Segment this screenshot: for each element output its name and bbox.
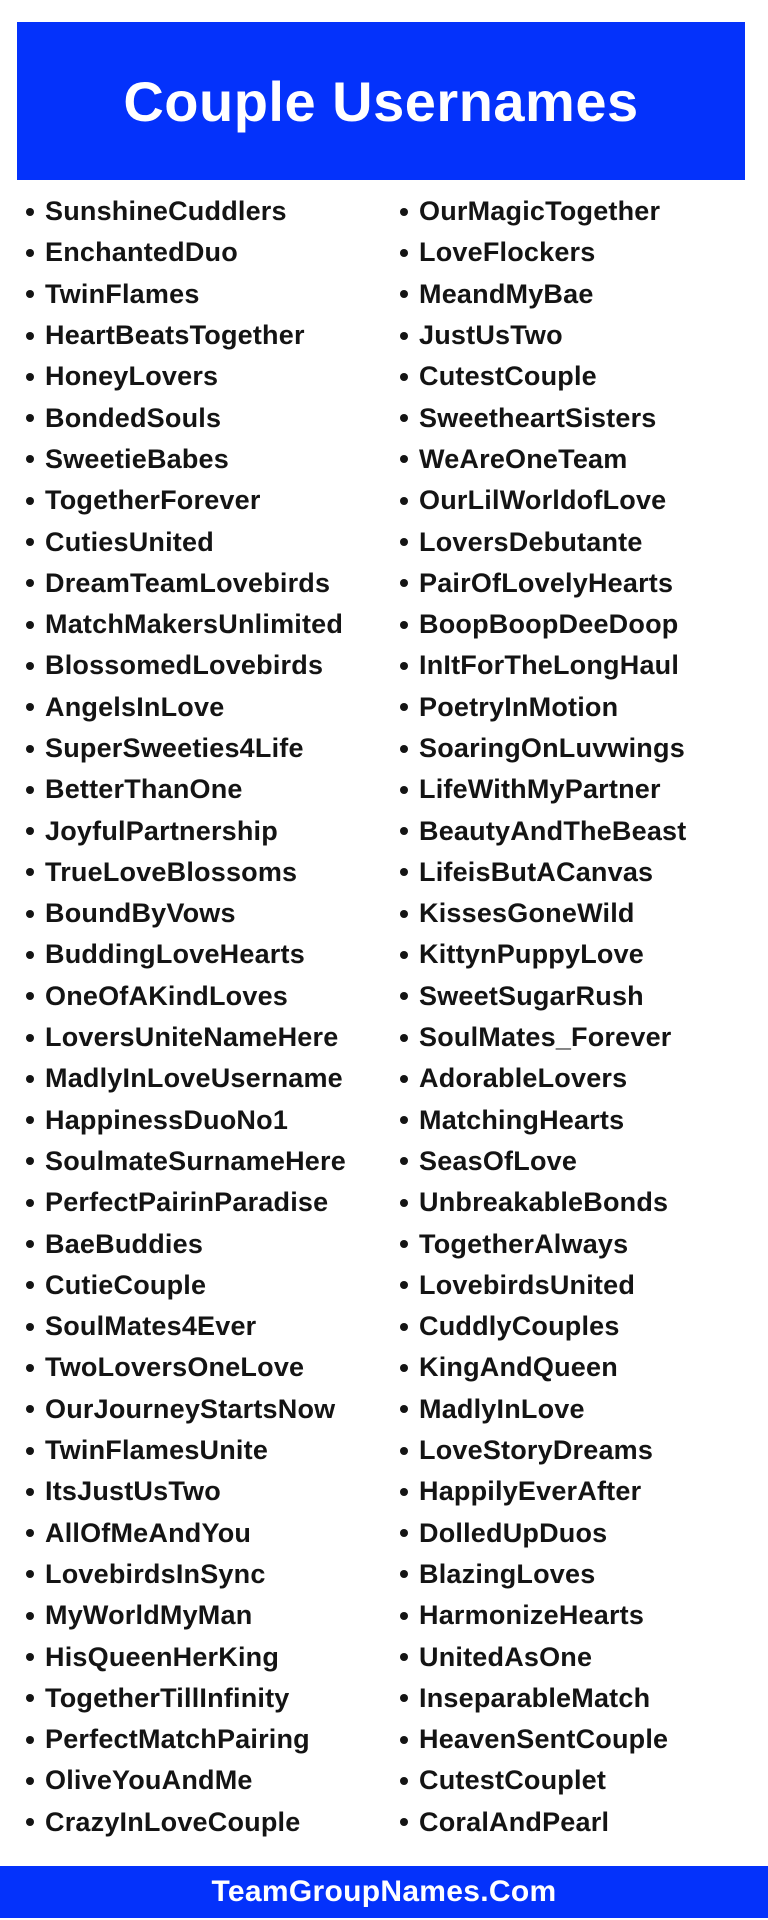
- username-list-right: [400, 191, 686, 1843]
- username-text: ItsJustUsTwo: [45, 1476, 221, 1507]
- bullet-dot: [400, 910, 408, 918]
- page-title: Couple Usernames: [123, 69, 639, 133]
- username-text: BoundByVows: [45, 898, 236, 929]
- list-item: [26, 1058, 346, 1099]
- list-item: [26, 191, 346, 232]
- username-text: BlossomedLovebirds: [45, 650, 324, 681]
- bullet-dot: [26, 1570, 34, 1578]
- bullet-dot: [400, 1364, 408, 1372]
- username-text: SunshineCuddlers: [45, 196, 287, 227]
- username-text: EnchantedDuo: [45, 237, 238, 268]
- list-item: [400, 1100, 686, 1141]
- list-item: [400, 1265, 686, 1306]
- username-text: AdorableLovers: [419, 1063, 628, 1094]
- username-text: SoulMates4Ever: [45, 1311, 257, 1342]
- username-text: SweetheartSisters: [419, 402, 657, 433]
- username-text: SoaringOnLuvwings: [419, 733, 685, 763]
- username-text: JoyfulPartnership: [45, 815, 278, 846]
- list-item: [26, 1719, 346, 1760]
- username-text: BoopBoopDeeDoop: [419, 609, 679, 640]
- bullet-dot: [400, 1199, 408, 1207]
- bullet-dot: [26, 662, 34, 670]
- username-text: MeandMyBae: [419, 278, 594, 309]
- list-item: [400, 1182, 686, 1223]
- bullet-dot: [26, 538, 34, 546]
- bullet-dot: [26, 1323, 34, 1331]
- bullet-dot: [400, 1694, 408, 1702]
- list-item: [400, 1017, 686, 1058]
- bullet-dot: [26, 332, 34, 340]
- username-text: SweetSugarRush: [419, 980, 644, 1011]
- list-item: [400, 645, 686, 686]
- username-text: BondedSouls: [45, 402, 222, 433]
- bullet-dot: [26, 290, 34, 298]
- bullet-dot: [400, 703, 408, 711]
- list-item: [26, 480, 346, 521]
- bullet-dot: [26, 786, 34, 794]
- username-text: BetterThanOne: [45, 774, 243, 805]
- list-item: [400, 1306, 686, 1347]
- username-text: LovebirdsInSync: [45, 1558, 266, 1589]
- list-item: [26, 1513, 346, 1554]
- username-text: MatchingHearts: [419, 1104, 625, 1135]
- list-item: [26, 934, 346, 975]
- list-item: [26, 976, 346, 1017]
- bullet-dot: [400, 290, 408, 298]
- list-item: [26, 1017, 346, 1058]
- username-text: CuddlyCouples: [419, 1311, 620, 1342]
- bullet-dot: [400, 579, 408, 587]
- username-text: TogetherTillInfinity: [45, 1682, 290, 1713]
- list-item: [26, 521, 346, 562]
- username-text: LoversUniteNameHere: [45, 1022, 339, 1053]
- username-text: WeAreOneTeam: [419, 443, 628, 474]
- list-item: [400, 728, 686, 769]
- list-item: [26, 728, 346, 769]
- username-text: TogetherForever: [45, 485, 261, 516]
- list-item: [400, 1802, 686, 1843]
- list-item: [400, 1636, 686, 1677]
- bullet-dot: [400, 249, 408, 257]
- bullet-dot: [26, 1736, 34, 1744]
- username-text: CutestCouplet: [419, 1765, 607, 1796]
- username-text: LoveStoryDreams: [419, 1435, 654, 1466]
- list-item: [400, 1058, 686, 1099]
- bullet-dot: [26, 1157, 34, 1165]
- bullet-dot: [26, 497, 34, 505]
- bullet-dot: [400, 1116, 408, 1124]
- bullet-dot: [26, 621, 34, 629]
- username-text: HappilyEverAfter: [419, 1476, 642, 1507]
- list-item: [400, 769, 686, 810]
- list-item: [400, 1513, 686, 1554]
- username-text: CutieCouple: [45, 1269, 207, 1300]
- list-item: [400, 356, 686, 397]
- list-item: [400, 604, 686, 645]
- username-text: TwinFlames: [45, 278, 200, 309]
- list-item: [400, 480, 686, 521]
- bullet-dot: [400, 332, 408, 340]
- list-item: [400, 976, 686, 1017]
- username-text: DolledUpDuos: [419, 1517, 608, 1548]
- list-item: [26, 604, 346, 645]
- list-item: [400, 1554, 686, 1595]
- username-text: PoetryInMotion: [419, 691, 619, 722]
- list-item: [26, 1223, 346, 1264]
- username-text: PerfectMatchPairing: [45, 1724, 310, 1755]
- list-item: [400, 893, 686, 934]
- bullet-dot: [26, 249, 34, 257]
- list-item: [26, 1306, 346, 1347]
- username-text: OurJourneyStartsNow: [45, 1393, 336, 1424]
- bullet-dot: [26, 1116, 34, 1124]
- username-text: CrazyInLoveCouple: [45, 1806, 301, 1837]
- username-text: SuperSweeties4Life: [45, 733, 304, 763]
- list-item: [400, 191, 686, 232]
- bullet-dot: [400, 827, 408, 835]
- bullet-dot: [26, 1405, 34, 1413]
- bullet-dot: [26, 1818, 34, 1826]
- list-item: [400, 397, 686, 438]
- bullet-dot: [400, 868, 408, 876]
- list-item: [26, 1636, 346, 1677]
- list-item: [400, 563, 686, 604]
- list-item: [26, 439, 346, 480]
- username-text: CoralAndPearl: [419, 1806, 610, 1837]
- username-text: JustUsTwo: [419, 320, 563, 351]
- bullet-dot: [26, 1447, 34, 1455]
- username-text: MadlyInLove: [419, 1393, 585, 1424]
- list-item: [400, 1141, 686, 1182]
- bullet-dot: [400, 786, 408, 794]
- username-text: PairOfLovelyHearts: [419, 567, 674, 598]
- username-text: LifeisButACanvas: [419, 856, 654, 887]
- bullet-dot: [26, 455, 34, 463]
- bullet-dot: [26, 1777, 34, 1785]
- list-item: [400, 521, 686, 562]
- bullet-dot: [26, 1488, 34, 1496]
- list-item: [26, 397, 346, 438]
- list-item: [400, 1430, 686, 1471]
- bullet-dot: [26, 373, 34, 381]
- bullet-dot: [400, 951, 408, 959]
- footer-banner: [0, 1866, 768, 1918]
- list-item: [26, 810, 346, 851]
- bullet-dot: [26, 703, 34, 711]
- username-text: SoulMates_Forever: [419, 1022, 672, 1053]
- username-text: PerfectPairinParadise: [45, 1187, 329, 1218]
- username-text: OurMagicTogether: [419, 196, 661, 227]
- username-text: CutestCouple: [419, 361, 597, 392]
- username-text: MadlyInLoveUsername: [45, 1063, 343, 1094]
- list-item: [26, 645, 346, 686]
- list-item: [26, 687, 346, 728]
- bullet-dot: [400, 1447, 408, 1455]
- username-text: TwoLoversOneLove: [45, 1352, 305, 1383]
- list-item: [400, 1760, 686, 1801]
- bullet-dot: [26, 1281, 34, 1289]
- list-item: [400, 934, 686, 975]
- bullet-dot: [400, 1157, 408, 1165]
- list-item: [26, 1802, 346, 1843]
- username-text: HisQueenHerKing: [45, 1641, 280, 1672]
- username-text: TrueLoveBlossoms: [45, 856, 298, 887]
- list-item: [26, 1471, 346, 1512]
- username-text: BlazingLoves: [419, 1558, 596, 1589]
- list-item: [400, 1347, 686, 1388]
- username-text: HeartBeatsTogether: [45, 320, 305, 351]
- bullet-dot: [400, 373, 408, 381]
- username-text: KittynPuppyLove: [419, 939, 645, 970]
- bullet-dot: [400, 1777, 408, 1785]
- bullet-dot: [26, 910, 34, 918]
- bullet-dot: [26, 1694, 34, 1702]
- bullet-dot: [400, 1281, 408, 1289]
- list-item: [26, 1430, 346, 1471]
- bullet-dot: [26, 579, 34, 587]
- username-text: LoversDebutante: [419, 526, 643, 557]
- bullet-dot: [400, 455, 408, 463]
- username-text: LoveFlockers: [419, 237, 596, 268]
- bullet-dot: [400, 1529, 408, 1537]
- bullet-dot: [26, 414, 34, 422]
- list-item: [26, 315, 346, 356]
- username-text: HarmonizeHearts: [419, 1600, 645, 1631]
- list-item: [400, 1678, 686, 1719]
- list-item: [26, 1554, 346, 1595]
- list-item: [400, 1595, 686, 1636]
- list-item: [26, 1265, 346, 1306]
- username-text: UnbreakableBonds: [419, 1187, 669, 1218]
- username-text: UnitedAsOne: [419, 1641, 593, 1672]
- footer-site-name: TeamGroupNames.Com: [211, 1875, 557, 1908]
- bullet-dot: [26, 1612, 34, 1620]
- username-text: AngelsInLove: [45, 691, 225, 722]
- list-item: [26, 563, 346, 604]
- bullet-dot: [26, 827, 34, 835]
- list-item: [400, 315, 686, 356]
- bullet-dot: [26, 1199, 34, 1207]
- bullet-dot: [400, 1075, 408, 1083]
- username-text: BeautyAndTheBeast: [419, 815, 687, 846]
- bullet-dot: [26, 1364, 34, 1372]
- username-text: TogetherAlways: [419, 1228, 629, 1259]
- list-item: [26, 232, 346, 273]
- username-text: DreamTeamLovebirds: [45, 567, 331, 598]
- bullet-dot: [400, 497, 408, 505]
- bullet-dot: [400, 992, 408, 1000]
- username-text: MatchMakersUnlimited: [45, 609, 344, 640]
- username-text: TwinFlamesUnite: [45, 1435, 269, 1466]
- list-item: [26, 274, 346, 315]
- bullet-dot: [400, 1736, 408, 1744]
- bullet-dot: [400, 1612, 408, 1620]
- bullet-dot: [400, 745, 408, 753]
- list-item: [400, 1223, 686, 1264]
- username-text: LovebirdsUnited: [419, 1269, 636, 1300]
- list-item: [26, 356, 346, 397]
- username-text: InItForTheLongHaul: [419, 650, 680, 681]
- username-text: InseparableMatch: [419, 1682, 651, 1713]
- username-text: SoulmateSurnameHere: [45, 1145, 346, 1176]
- bullet-dot: [400, 538, 408, 546]
- bullet-dot: [400, 414, 408, 422]
- bullet-dot: [400, 1488, 408, 1496]
- list-item: [26, 893, 346, 934]
- list-item: [400, 852, 686, 893]
- list-item: [26, 1678, 346, 1719]
- list-item: [26, 1760, 346, 1801]
- username-text: HappinessDuoNo1: [45, 1104, 289, 1135]
- bullet-dot: [400, 208, 408, 216]
- username-list-left: [26, 191, 346, 1843]
- bullet-dot: [26, 992, 34, 1000]
- username-text: MyWorldMyMan: [45, 1600, 253, 1631]
- bullet-dot: [400, 1570, 408, 1578]
- username-text: SeasOfLove: [419, 1145, 578, 1176]
- list-item: [26, 1182, 346, 1223]
- bullet-dot: [26, 208, 34, 216]
- bullet-dot: [400, 1653, 408, 1661]
- bullet-dot: [26, 951, 34, 959]
- username-text: AllOfMeAndYou: [45, 1517, 252, 1548]
- list-item: [400, 687, 686, 728]
- username-text: KissesGoneWild: [419, 898, 635, 929]
- list-item: [26, 1141, 346, 1182]
- bullet-dot: [400, 1405, 408, 1413]
- title-banner: [17, 22, 745, 180]
- username-text: HoneyLovers: [45, 361, 219, 392]
- username-text: LifeWithMyPartner: [419, 774, 661, 805]
- username-text: BaeBuddies: [45, 1228, 204, 1259]
- username-text: CutiesUnited: [45, 526, 214, 557]
- list-item: [26, 1100, 346, 1141]
- bullet-dot: [400, 621, 408, 629]
- bullet-dot: [26, 868, 34, 876]
- list-item: [400, 1719, 686, 1760]
- username-text: SweetieBabes: [45, 443, 229, 474]
- username-text: BuddingLoveHearts: [45, 939, 305, 970]
- list-item: [26, 852, 346, 893]
- list-item: [400, 1389, 686, 1430]
- list-item: [400, 439, 686, 480]
- bullet-dot: [26, 1075, 34, 1083]
- username-text: HeavenSentCouple: [419, 1724, 669, 1755]
- list-item: [26, 1347, 346, 1388]
- bullet-dot: [26, 1529, 34, 1537]
- bullet-dot: [26, 1653, 34, 1661]
- bullet-dot: [400, 1240, 408, 1248]
- username-text: OneOfAKindLoves: [45, 980, 289, 1011]
- list-item: [400, 810, 686, 851]
- list-item: [400, 232, 686, 273]
- list-item: [400, 274, 686, 315]
- list-item: [26, 1389, 346, 1430]
- username-text: OurLilWorldofLove: [419, 485, 667, 516]
- list-item: [26, 769, 346, 810]
- username-lists: [0, 191, 768, 1841]
- bullet-dot: [400, 1818, 408, 1826]
- bullet-dot: [26, 1034, 34, 1042]
- username-text: OliveYouAndMe: [45, 1765, 253, 1796]
- bullet-dot: [26, 1240, 34, 1248]
- bullet-dot: [400, 1034, 408, 1042]
- bullet-dot: [26, 745, 34, 753]
- list-item: [400, 1471, 686, 1512]
- bullet-dot: [400, 1323, 408, 1331]
- bullet-dot: [400, 662, 408, 670]
- list-item: [26, 1595, 346, 1636]
- username-text: KingAndQueen: [419, 1352, 618, 1383]
